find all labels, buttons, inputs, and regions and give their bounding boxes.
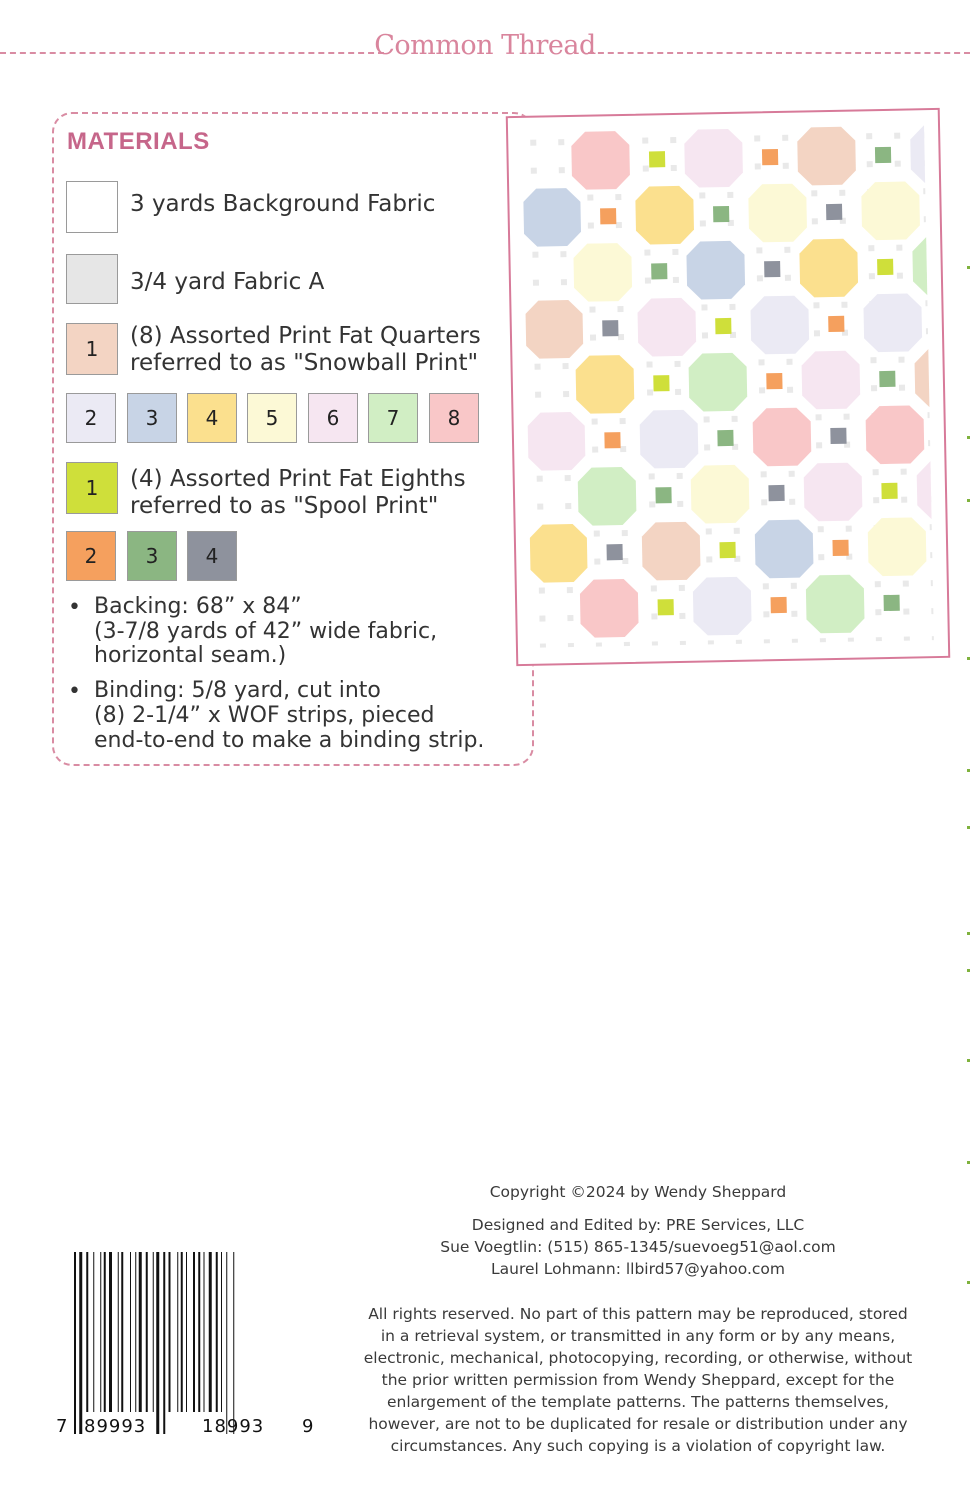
materials-title: MATERIALS xyxy=(67,128,210,155)
lattice-dot xyxy=(871,385,877,391)
barcode-bar xyxy=(109,1252,112,1412)
copyright-line: Copyright ©2024 by Wendy Sheppard xyxy=(489,1183,787,1201)
snowball-swatch-7: 7 xyxy=(368,393,418,443)
lattice-dot xyxy=(679,613,685,619)
lattice-dot xyxy=(644,249,650,255)
barcode-bar xyxy=(135,1252,136,1412)
lattice-dot xyxy=(672,249,678,255)
lattice-dot xyxy=(736,640,742,646)
barcode-bar xyxy=(79,1252,82,1434)
lattice-dot xyxy=(931,608,934,614)
barcode-bar xyxy=(181,1252,183,1412)
snowball-block xyxy=(571,131,630,190)
lattice-dot xyxy=(532,252,538,258)
lattice-dot xyxy=(930,552,934,558)
spool-block xyxy=(766,373,782,389)
lattice-dot xyxy=(755,163,761,169)
lattice-dot xyxy=(643,165,649,171)
spool-swatch-2: 2 xyxy=(66,531,116,581)
lattice-dot xyxy=(761,499,767,505)
barcode-bar xyxy=(146,1252,148,1412)
barcode-bar xyxy=(118,1252,119,1412)
lattice-dot xyxy=(587,195,593,201)
lattice-dot xyxy=(757,275,763,281)
barcode-bar xyxy=(156,1252,159,1434)
snowball-block xyxy=(861,181,920,240)
lattice-dot xyxy=(642,137,648,143)
lattice-dot xyxy=(791,583,797,589)
lattice-dot xyxy=(671,165,677,171)
lattice-dot xyxy=(531,168,537,174)
binding-line1: Binding: 5/8 yard, cut into xyxy=(94,678,381,703)
lattice-dot xyxy=(535,392,541,398)
rights-line: enlargement of the template patterns. The patterns themselves, xyxy=(387,1393,889,1411)
spool-block xyxy=(881,483,897,499)
lattice-dot xyxy=(652,641,658,647)
snowball-swatch-4: 4 xyxy=(187,393,237,443)
barcode-bar xyxy=(186,1252,187,1412)
lattice-dot xyxy=(729,304,735,310)
designed-by-line: Designed and Edited by: PRE Services, LLC xyxy=(471,1216,805,1234)
contact-laurel: Laurel Lohmann: llbird57@yahoo.com xyxy=(491,1260,785,1278)
lattice-dot xyxy=(622,558,628,564)
lattice-dot xyxy=(791,611,797,617)
lattice-dot xyxy=(567,615,573,621)
snowball-block xyxy=(688,353,747,412)
spool-label-line1: (4) Assorted Print Fat Eighths xyxy=(130,466,466,492)
lattice-dot xyxy=(873,497,879,503)
lattice-dot xyxy=(839,190,845,196)
barcode-bar xyxy=(163,1252,165,1434)
spool-swatch-3: 3 xyxy=(127,531,177,581)
lattice-dot xyxy=(814,330,820,336)
lattice-dot xyxy=(704,444,710,450)
lattice-dot xyxy=(617,306,623,312)
fabric-a-swatch xyxy=(66,254,118,304)
lattice-dot xyxy=(539,588,545,594)
lattice-dot xyxy=(873,469,879,475)
spool-block xyxy=(719,542,735,558)
lattice-dot xyxy=(894,133,900,139)
snowball-block xyxy=(799,238,858,297)
rights-notice xyxy=(330,1303,946,1457)
quilt-pattern xyxy=(522,124,934,648)
lattice-dot xyxy=(926,328,932,334)
snowball-block xyxy=(803,462,862,521)
lattice-dot xyxy=(651,585,657,591)
snowball-block xyxy=(637,298,696,357)
lattice-dot xyxy=(649,473,655,479)
backing-line2: (3-7/8 yards of 42” wide fabric, xyxy=(94,619,438,644)
lattice-dot xyxy=(699,192,705,198)
rights-line: the prior written permission from Wendy Sheppard, except for the xyxy=(381,1371,895,1389)
spool-block xyxy=(606,544,622,560)
rights-line: however, are not to be duplicated for resale or distribution under any xyxy=(368,1415,908,1433)
lattice-dot xyxy=(563,391,569,397)
lattice-dot xyxy=(866,133,872,139)
lattice-dot xyxy=(789,499,795,505)
lattice-dot xyxy=(764,639,770,645)
spool-block xyxy=(877,259,893,275)
barcode-bar xyxy=(177,1252,178,1412)
spool-block xyxy=(658,599,674,615)
spool-block xyxy=(649,151,665,167)
snowball-block xyxy=(693,577,752,636)
lattice-dot xyxy=(925,300,931,306)
lattice-dot xyxy=(844,414,850,420)
spool-block xyxy=(762,149,778,165)
spool-block xyxy=(826,204,842,220)
backing-line1: Backing: 68” x 84” xyxy=(94,594,302,619)
lattice-dot xyxy=(706,528,712,534)
page-title: Common Thread xyxy=(374,30,596,61)
barcode-bar xyxy=(169,1252,171,1412)
barcode-bar xyxy=(93,1252,94,1412)
lattice-dot xyxy=(674,361,680,367)
lattice-dot xyxy=(924,216,930,222)
barcode-bar xyxy=(139,1252,142,1412)
lattice-dot xyxy=(702,332,708,338)
barcode-bar xyxy=(233,1252,234,1434)
snowball-block xyxy=(575,355,634,414)
lattice-dot xyxy=(816,414,822,420)
snowball-block xyxy=(580,579,639,638)
lattice-dot xyxy=(869,273,875,279)
snowball-block xyxy=(578,467,637,526)
lattice-dot xyxy=(673,277,679,283)
backing-line3: horizontal seam.) xyxy=(94,643,287,668)
spool-block xyxy=(713,206,729,222)
lattice-dot xyxy=(903,581,909,587)
snowball-label-line1: (8) Assorted Print Fat Quarters xyxy=(130,323,481,349)
lattice-dot xyxy=(651,613,657,619)
snowball-block xyxy=(868,517,927,576)
snowball-block xyxy=(748,183,807,242)
lattice-dot xyxy=(786,359,792,365)
barcode-digit-first: 7 xyxy=(56,1416,68,1437)
lattice-dot xyxy=(876,637,882,643)
lattice-dot xyxy=(785,275,791,281)
lattice-dot xyxy=(727,192,733,198)
lattice-dot xyxy=(563,363,569,369)
lattice-dot xyxy=(645,277,651,283)
lattice-dot xyxy=(734,528,740,534)
barcode-bar xyxy=(209,1252,212,1412)
barcode-bar xyxy=(74,1252,76,1434)
lattice-dot xyxy=(618,334,624,340)
lattice-dot xyxy=(708,640,714,646)
lattice-dot xyxy=(533,280,539,286)
snowball-block xyxy=(750,295,809,354)
spool-block xyxy=(655,487,671,503)
snowball-block xyxy=(635,186,694,245)
snowball-swatch-5: 5 xyxy=(247,393,297,443)
snowball-label-line2: referred to as "Snowball Print" xyxy=(130,350,479,376)
spool-block xyxy=(604,432,620,448)
spool-block xyxy=(715,318,731,334)
lattice-dot xyxy=(763,583,769,589)
snowball-block xyxy=(573,243,632,302)
lattice-dot xyxy=(789,471,795,477)
lattice-dot xyxy=(530,140,536,146)
lattice-dot xyxy=(816,442,822,448)
lattice-dot xyxy=(649,501,655,507)
spool-block xyxy=(653,375,669,391)
barcode-bar xyxy=(104,1252,106,1412)
lattice-dot xyxy=(820,638,826,644)
snowball-swatch-3: 3 xyxy=(127,393,177,443)
lattice-dot xyxy=(870,357,876,363)
lattice-dot xyxy=(818,554,824,560)
barcode-bar xyxy=(130,1252,131,1412)
barcode-bar xyxy=(193,1252,195,1412)
lattice-dot xyxy=(615,194,621,200)
lattice-dot xyxy=(867,161,873,167)
contact-sue: Sue Voegtlin: (515) 865-1345/suevoeg51@aol.com xyxy=(440,1238,836,1256)
lattice-dot xyxy=(841,302,847,308)
lattice-dot xyxy=(818,526,824,532)
lattice-dot xyxy=(783,163,789,169)
lattice-dot xyxy=(787,387,793,393)
lattice-dot xyxy=(811,190,817,196)
lattice-dot xyxy=(782,135,788,141)
lattice-dot xyxy=(679,585,685,591)
snowball-block xyxy=(526,412,585,471)
snowball-block xyxy=(691,465,750,524)
snowball-swatch-2: 2 xyxy=(66,393,116,443)
lattice-dot xyxy=(539,616,545,622)
lattice-dot xyxy=(895,161,901,167)
lattice-dot xyxy=(901,469,907,475)
lattice-dot xyxy=(761,471,767,477)
lattice-dot xyxy=(588,223,594,229)
snowball-block xyxy=(797,127,856,186)
snowball-block xyxy=(642,522,701,581)
lattice-dot xyxy=(898,357,904,363)
lattice-dot xyxy=(897,273,903,279)
spool-block xyxy=(602,320,618,336)
barcode-digit-last: 9 xyxy=(302,1416,314,1437)
spool-block xyxy=(768,485,784,501)
lattice-dot xyxy=(675,389,681,395)
snowball-block xyxy=(755,519,814,578)
barcode-bar xyxy=(221,1252,222,1412)
lattice-dot xyxy=(732,416,738,422)
lattice-dot xyxy=(759,387,765,393)
barcode-digits-right: 18993 xyxy=(202,1416,265,1437)
lattice-dot xyxy=(848,638,854,644)
lattice-dot xyxy=(792,639,798,645)
lattice-dot xyxy=(647,389,653,395)
lattice-dot xyxy=(559,167,565,173)
spool-block xyxy=(764,261,780,277)
snowball-block xyxy=(801,350,860,409)
lattice-dot xyxy=(812,218,818,224)
background-fabric-label: 3 yards Background Fabric xyxy=(130,191,436,217)
lattice-dot xyxy=(677,473,683,479)
lattice-dot xyxy=(700,220,706,226)
lattice-dot xyxy=(592,419,598,425)
lattice-dot xyxy=(899,385,905,391)
barcode-bar xyxy=(100,1252,101,1412)
lattice-dot xyxy=(928,440,934,446)
background-fabric-swatch xyxy=(66,181,118,233)
snowball-block xyxy=(863,293,922,352)
spool-block xyxy=(717,430,733,446)
lattice-dot xyxy=(754,135,760,141)
lattice-dot xyxy=(813,302,819,308)
barcode-bar xyxy=(198,1252,200,1412)
lattice-dot xyxy=(758,359,764,365)
binding-line3: end-to-end to make a binding strip. xyxy=(94,728,485,753)
lattice-dot xyxy=(558,139,564,145)
lattice-dot xyxy=(594,530,600,536)
lattice-dot xyxy=(868,245,874,251)
barcode-bar xyxy=(226,1252,227,1434)
lattice-dot xyxy=(904,637,910,643)
barcode-bars xyxy=(56,1250,318,1440)
rights-line: electronic, mechanical, photocopying, recording, or otherwise, without xyxy=(363,1349,913,1367)
spool-swatch-4: 4 xyxy=(187,531,237,581)
lattice-dot xyxy=(896,245,902,251)
spool-block xyxy=(879,371,895,387)
snowball-block xyxy=(806,574,865,633)
spool-block xyxy=(600,208,616,224)
snowball-block xyxy=(522,188,581,247)
snowball-block xyxy=(529,524,588,583)
lattice-dot xyxy=(846,526,852,532)
snowball-swatch-1: 1 xyxy=(66,323,118,375)
spool-label-line2: referred to as "Spool Print" xyxy=(130,493,439,519)
spool-swatch-1: 1 xyxy=(66,462,118,514)
lattice-dot xyxy=(540,644,546,648)
spool-block xyxy=(771,597,787,613)
snowball-swatch-8: 8 xyxy=(429,393,479,443)
snowball-swatch-6: 6 xyxy=(308,393,358,443)
lattice-dot xyxy=(646,361,652,367)
lattice-dot xyxy=(706,556,712,562)
lattice-dot xyxy=(901,497,907,503)
lattice-dot xyxy=(537,476,543,482)
lattice-dot xyxy=(931,580,934,586)
snowball-block xyxy=(524,300,583,359)
lattice-dot xyxy=(567,587,573,593)
binding-line2: (8) 2-1/4” x WOF strips, pieced xyxy=(94,703,435,728)
lattice-dot xyxy=(756,247,762,253)
lattice-dot xyxy=(763,611,769,617)
barcode-digits-left: 89993 xyxy=(84,1416,147,1437)
snowball-block xyxy=(752,407,811,466)
spool-block xyxy=(832,540,848,556)
lattice-dot xyxy=(875,581,881,587)
lattice-dot xyxy=(565,503,571,509)
spool-block xyxy=(651,263,667,279)
barcode xyxy=(56,1250,318,1440)
lattice-dot xyxy=(596,642,602,647)
lattice-dot xyxy=(704,416,710,422)
fabric-a-label: 3/4 yard Fabric A xyxy=(130,269,325,295)
lattice-dot xyxy=(594,558,600,564)
spool-block xyxy=(875,147,891,163)
lattice-dot xyxy=(589,307,595,313)
lattice-dot xyxy=(680,641,686,647)
lattice-dot xyxy=(620,418,626,424)
barcode-bar xyxy=(216,1252,218,1412)
lattice-dot xyxy=(930,524,934,530)
lattice-dot xyxy=(677,501,683,507)
lattice-dot xyxy=(561,279,567,285)
lattice-dot xyxy=(928,412,934,418)
rights-line: circumstances. Any such copying is a violation of copyright law. xyxy=(390,1437,886,1455)
lattice-dot xyxy=(624,642,630,648)
binding-bullet: • xyxy=(68,679,81,704)
lattice-dot xyxy=(784,247,790,253)
lattice-dot xyxy=(903,609,909,615)
lattice-dot xyxy=(620,446,626,452)
barcode-bar xyxy=(204,1252,205,1412)
spool-block xyxy=(828,316,844,332)
lattice-dot xyxy=(537,504,543,510)
lattice-dot xyxy=(560,251,566,257)
lattice-dot xyxy=(590,335,596,341)
lattice-dot xyxy=(701,304,707,310)
spool-block xyxy=(884,595,900,611)
spool-block xyxy=(830,428,846,444)
lattice-dot xyxy=(875,609,881,615)
snowball-block xyxy=(686,241,745,300)
lattice-dot xyxy=(932,636,934,642)
lattice-dot xyxy=(535,364,541,370)
lattice-dot xyxy=(592,447,598,453)
lattice-dot xyxy=(616,222,622,228)
backing-bullet: • xyxy=(68,595,81,620)
quilt-illustration xyxy=(507,108,947,664)
lattice-dot xyxy=(622,530,628,536)
barcode-bar xyxy=(153,1252,154,1412)
snowball-block xyxy=(639,410,698,469)
lattice-dot xyxy=(565,475,571,481)
barcode-bar xyxy=(86,1252,88,1412)
lattice-dot xyxy=(670,137,676,143)
rights-line: in a retrieval system, or transmitted in any form or by any means, xyxy=(380,1327,896,1345)
snowball-block xyxy=(865,405,924,464)
lattice-dot xyxy=(568,643,574,648)
lattice-dot xyxy=(923,188,929,194)
snowball-block xyxy=(684,129,743,188)
quilt-frame xyxy=(506,108,950,666)
rights-line: All rights reserved. No part of this pattern may be reproduced, stored xyxy=(368,1305,908,1323)
barcode-bar xyxy=(121,1252,123,1412)
